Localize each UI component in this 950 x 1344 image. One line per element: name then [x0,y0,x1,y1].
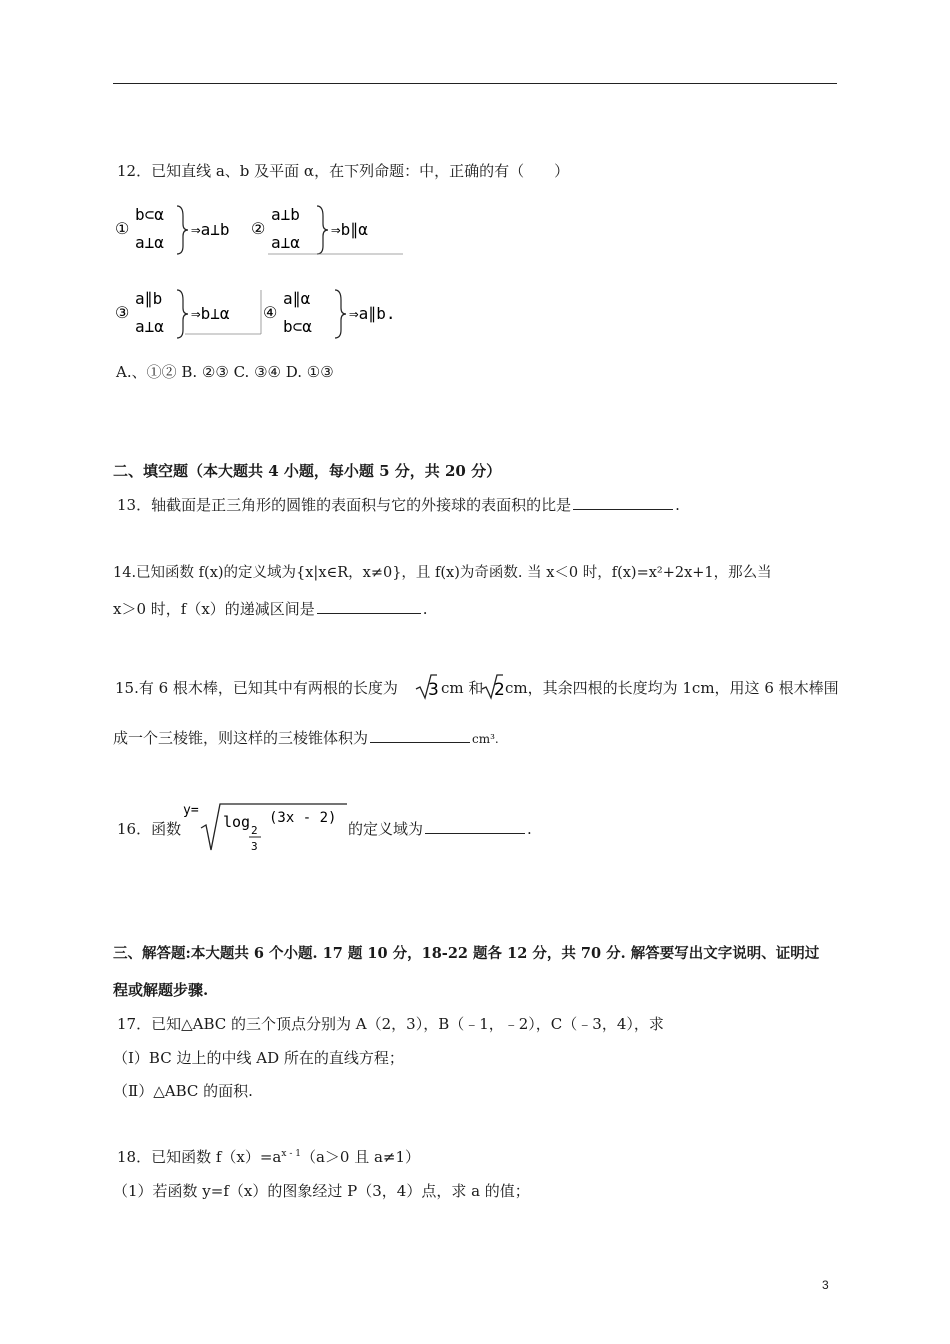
sqrt3-radical [415,673,437,701]
q15-answer-blank [370,728,470,743]
q18-post: （a＞0 且 a≠1） [300,1148,421,1166]
q15-line2 [113,727,499,748]
q17-text: 17．已知△ABC 的三个顶点分别为 A（2，3），B（﹣1，﹣2），C（﹣3，4），求 [117,1015,664,1033]
q16-end: . [527,820,532,838]
q15-text4: 成一个三棱锥，则这样的三棱锥体积为 [113,729,369,747]
q18-part1: （1）若函数 y=f（x）的图象经过 P（3，4）点，求 a 的值； [113,1182,530,1200]
prop2-number: ② [251,219,266,238]
prop1-number: ① [115,219,130,238]
prop3-brace [177,290,188,338]
formula-base-num: 2 [251,824,258,837]
section2-heading: 二、填空题（本大题共 4 小题，每小题 5 分，共 20 分） [113,462,502,480]
q13-end: . [675,496,680,514]
header-rule [113,83,837,84]
q12-formula-row1 [113,198,413,264]
q14-answer-blank [317,599,421,614]
q15-text1: 15.有 6 根木棒，已知其中有两根的长度为 [115,679,398,697]
q15-unit: cm³. [472,732,499,746]
prop2-cond1: a⊥b [271,205,300,224]
q12-options: A.、①② B. ②③ C. ③④ D. ①③ [116,363,334,381]
sqrt2-radical [481,673,503,701]
prop3-cond1: a∥b [135,289,163,308]
prop4-cond2: b⊂α [283,317,312,336]
q13-text: 13．轴截面是正三角形的圆锥的表面积与它的外接球的表面积的比是 [117,496,572,514]
q17-part2: （Ⅱ）△ABC 的面积. [113,1082,253,1100]
q16-answer-blank [425,819,525,834]
q18-text [117,1146,420,1167]
prop4-result: ⇒a∥b. [349,304,396,323]
page-number: 3 [822,1278,829,1292]
q14-end: . [422,600,428,618]
prop1-brace [177,206,188,254]
prop3-number: ③ [115,303,130,322]
prop4-number: ④ [263,303,278,322]
prop2-brace [317,206,328,254]
formula-log: log [223,813,251,831]
q15-text2: cm 和 [441,679,484,697]
formula-y: y= [183,803,199,818]
prop4-brace [335,290,346,338]
q14-line2 [113,598,428,619]
q18-exponent: x - 1 [281,1149,301,1159]
q12-formula-row2 [113,282,423,346]
q16-text: 的定义域为 [348,820,424,838]
prop1-cond1: b⊂α [135,205,164,224]
prop4-cond1: a∥α [283,289,311,308]
q17-part1: （Ⅰ）BC 边上的中线 AD 所在的直线方程； [113,1049,404,1067]
q15-text3: cm，其余四根的长度均为 1cm，用这 6 根木棒围 [505,679,839,697]
q16-formula [181,800,347,856]
sqrt3-value: 3 [428,680,439,700]
q14-line1: 14.已知函数 f(x)的定义域为{x|x∈R，x≠0}，且 f(x)为奇函数. 当 x＜0 时，f(x)=x²+2x+1，那么当 [113,565,772,581]
prop3-cond2: a⊥α [135,317,164,336]
prop1-result: ⇒a⊥b [191,220,230,239]
q15-line1 [115,677,839,703]
formula-arg: (3x - 2) [269,810,337,826]
section3-line1: 三、解答题:本大题共 6 个小题. 17 题 10 分，18-22 题各 12 分，共 70 分. 解答要写出文字说明、证明过 [113,945,820,962]
prop2-cond2: a⊥α [271,233,300,252]
q18-pre: 18．已知函数 f（x）=a [117,1148,282,1166]
q12-text: 12．已知直线 a、b 及平面 α，在下列命题：中，正确的有（ ） [117,162,570,180]
sqrt2-value: 2 [494,680,505,700]
q13 [117,494,680,515]
prop1-cond2: a⊥α [135,233,164,252]
prop3-result: ⇒b⊥α [191,304,230,323]
formula-base-den: 3 [251,840,258,853]
q16-post [348,818,532,839]
q13-answer-blank [573,495,673,510]
prop2-result: ⇒b∥α [331,220,368,239]
q14-text2: x＞0 时，f（x）的递减区间是 [113,600,315,618]
section3-line2: 程或解题步骤. [113,981,209,999]
q16-pre: 16．函数 [117,820,182,838]
